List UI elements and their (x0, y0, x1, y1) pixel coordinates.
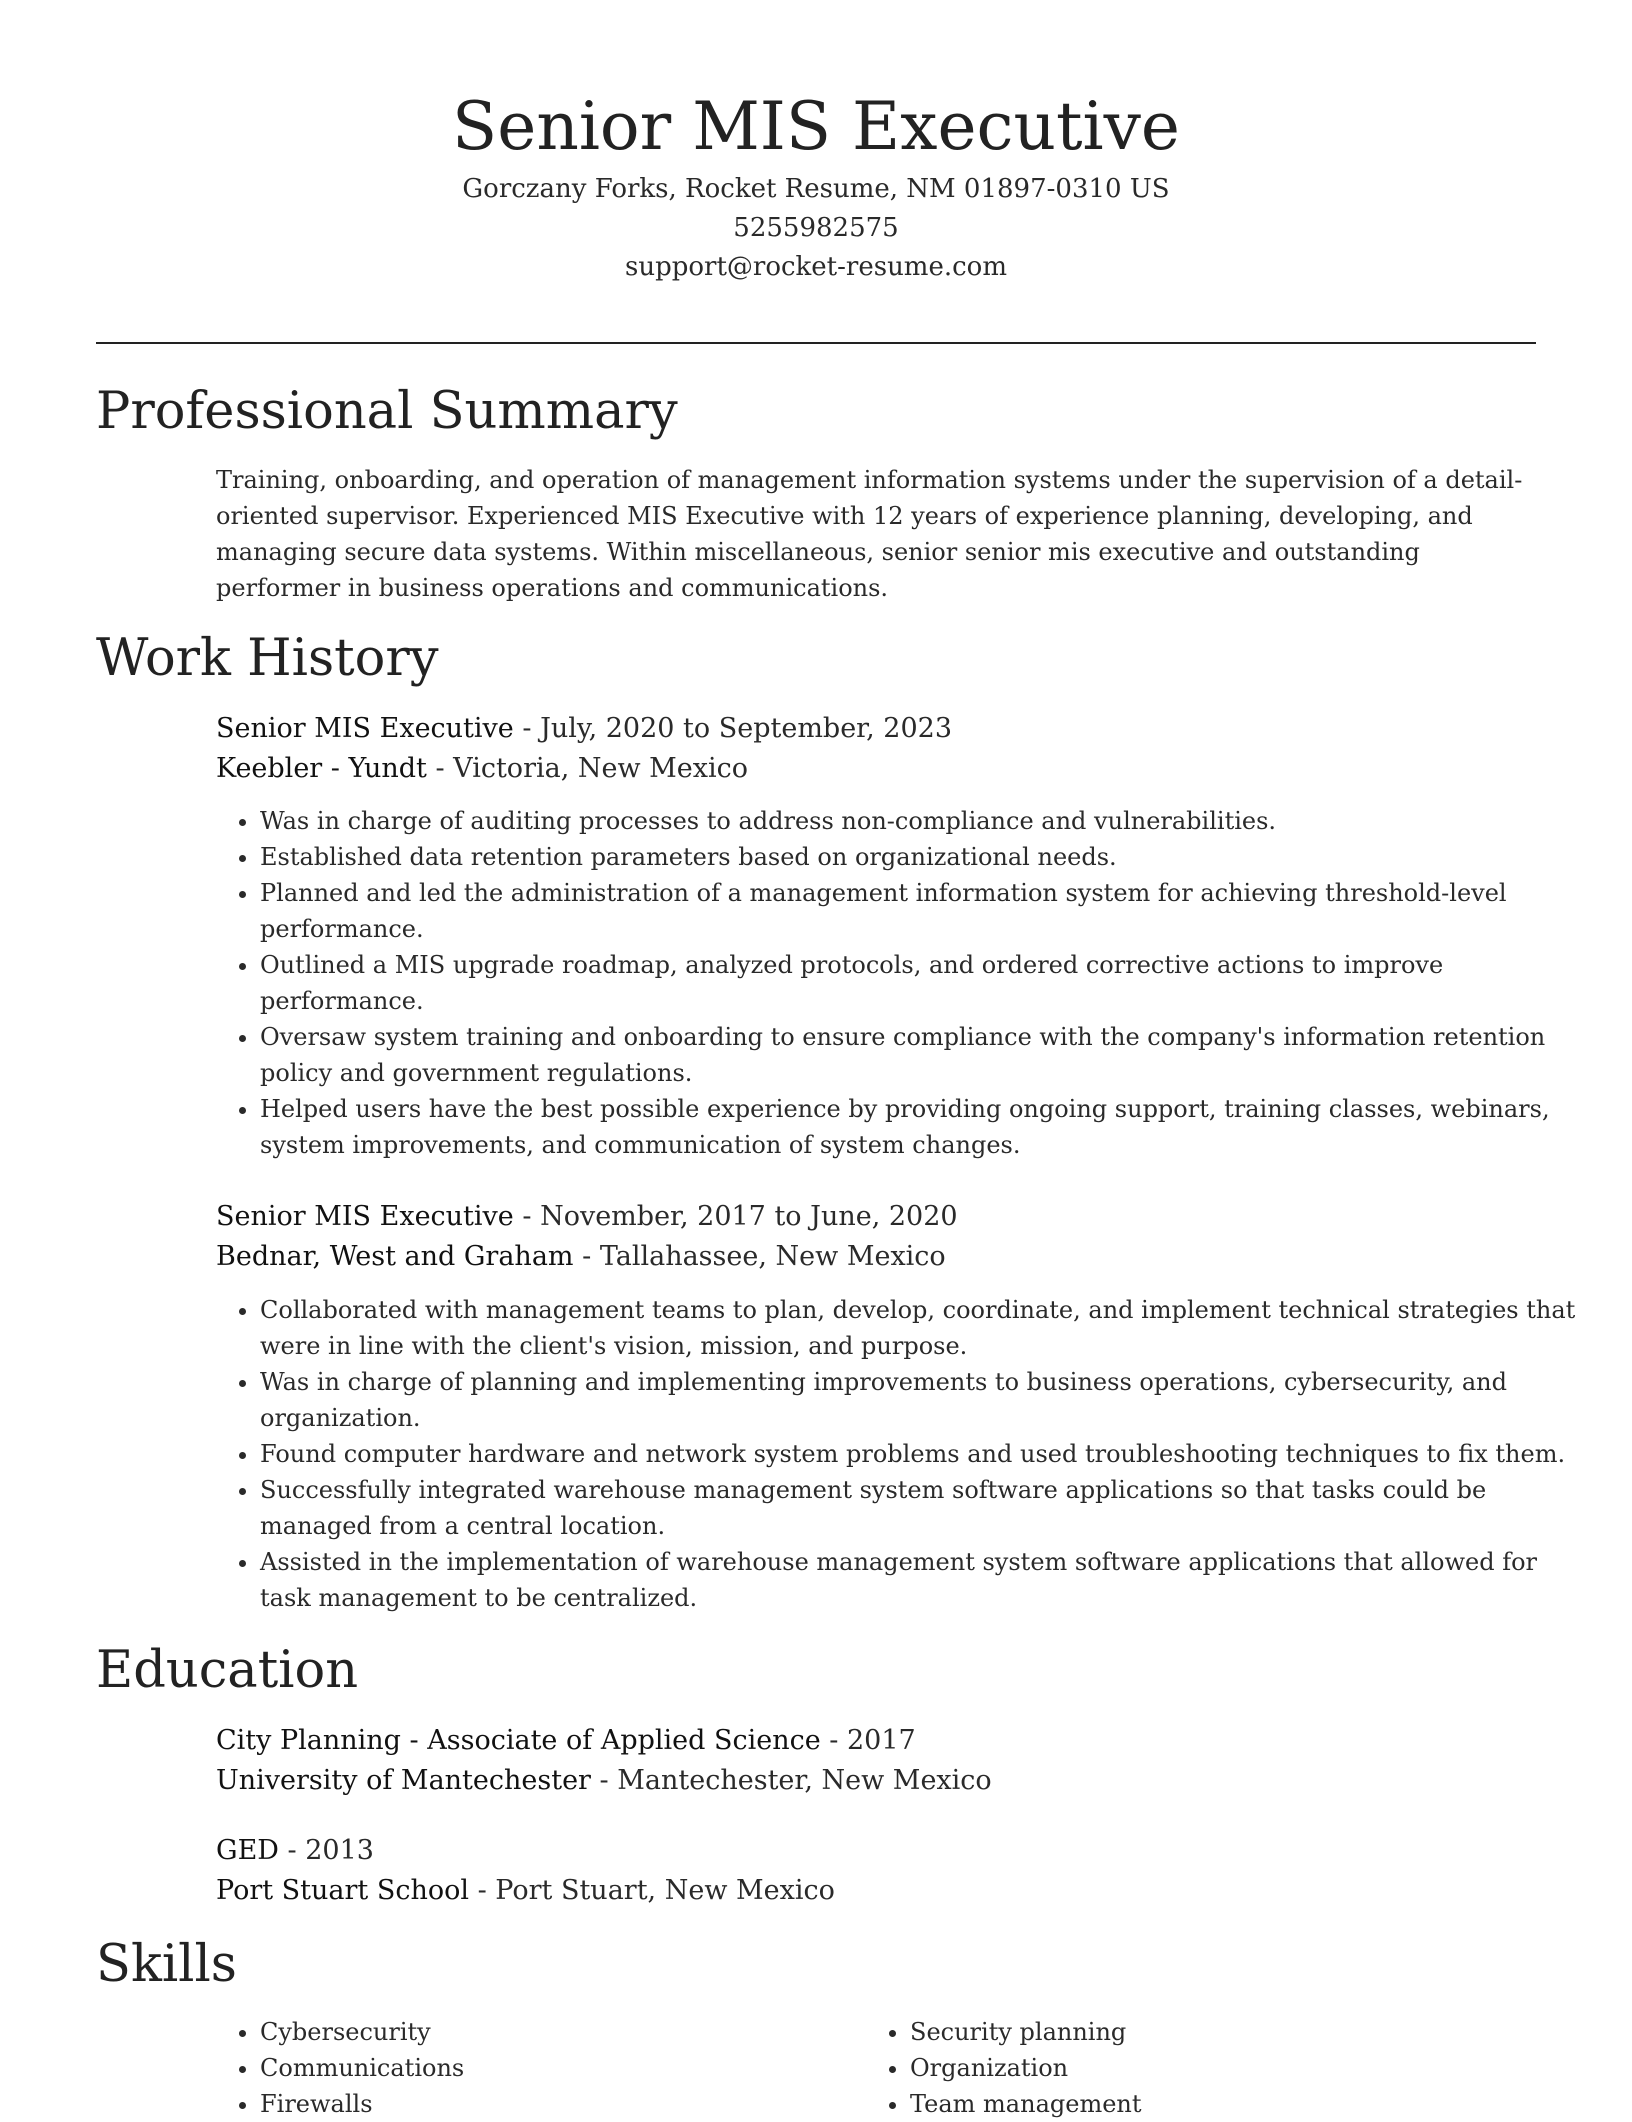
job-2-role: Senior MIS Executive (216, 1201, 514, 1232)
job-1-company: Keebler - Yundt (216, 753, 427, 784)
summary-text: Training, onboarding, and operation of management information systems under the supervision of a detail-oriented supervisor. Experienced MIS Executive with 12 years of experience planning, developing, and managing secure data systems. Within miscellaneous, senior senior mis executive and outstanding performer in business operations and communications. (216, 466, 1523, 602)
job-2-location: - Tallahassee, New Mexico (573, 1241, 946, 1272)
list-item: • Outlined a MIS upgrade roadmap, analyzed protocols, and ordered corrective actions to improve performance. (260, 947, 1580, 1019)
job-1-title-line (216, 709, 1536, 749)
job-1-dates: - July, 2020 to September, 2023 (513, 713, 953, 744)
contact-address: Gorczany Forks, Rocket Resume, NM 01897-0310 US (462, 174, 1170, 204)
job-2-title-line (216, 1197, 1536, 1237)
job-1-bullets (216, 803, 1580, 1163)
education-2 (216, 1831, 1536, 1911)
education-1-year: - 2017 (820, 1725, 916, 1756)
summary-heading: Professional Summary (96, 382, 678, 441)
contact-email: support@rocket-resume.com (624, 252, 1007, 282)
candidate-name: Senior MIS Executive (452, 88, 1180, 165)
education-1-degree: City Planning - Associate of Applied Science (216, 1725, 821, 1756)
list-item: • Helped users have the best possible experience by providing ongoing support, training classes, webinars, system improvements, and communication of system changes. (260, 1091, 1580, 1163)
job-2-company-line (216, 1237, 1536, 1277)
skill-item: • Organization (910, 2050, 1470, 2086)
education-1-degree-line (216, 1721, 1536, 1761)
skill-item: • Team management (910, 2086, 1470, 2122)
list-item: • Found computer hardware and network system problems and used troubleshooting techniques to fix them. (260, 1436, 1580, 1472)
education-1 (216, 1721, 1536, 1801)
job-1-role: Senior MIS Executive (216, 713, 514, 744)
header-divider (96, 342, 1536, 344)
resume-header (0, 84, 1632, 287)
education-1-school-line (216, 1761, 1536, 1801)
education-2-school-line (216, 1871, 1536, 1911)
job-2-company: Bednar, West and Graham (216, 1241, 574, 1272)
list-item: • Assisted in the implementation of warehouse management system software applications that allowed for task management to be centralized. (260, 1544, 1580, 1616)
list-item: • Was in charge of planning and implementing improvements to business operations, cybersecurity, and organization. (260, 1364, 1580, 1436)
job-1-company-line (216, 749, 1536, 789)
job-2-dates: - November, 2017 to June, 2020 (513, 1201, 958, 1232)
skills-heading: Skills (96, 1935, 237, 1994)
education-1-school: University of Mantechester (216, 1765, 591, 1796)
education-2-degree: GED (216, 1835, 279, 1866)
education-2-school: Port Stuart School (216, 1875, 469, 1906)
list-item: • Was in charge of auditing processes to address non-compliance and vulnerabilities. (260, 803, 1580, 839)
work-history-heading: Work History (96, 629, 439, 688)
education-heading: Education (96, 1641, 359, 1700)
education-1-location: - Mantechester, New Mexico (590, 1765, 992, 1796)
list-item: • Planned and led the administration of a management information system for achieving threshold-level performance. (260, 875, 1580, 947)
job-2-header (216, 1197, 1536, 1277)
list-item: • Collaborated with management teams to plan, develop, coordinate, and implement technical strategies that were in line with the client's vision, mission, and purpose. (260, 1292, 1580, 1364)
skills-list-right (866, 2014, 1470, 2122)
list-item: • Established data retention parameters based on organizational needs. (260, 839, 1580, 875)
list-item: • Successfully integrated warehouse management system software applications so that tasks could be managed from a central location. (260, 1472, 1580, 1544)
skill-item: • Firewalls (260, 2086, 820, 2122)
job-1-header (216, 709, 1536, 789)
skill-item: • Communications (260, 2050, 820, 2086)
education-2-location: - Port Stuart, New Mexico (469, 1875, 835, 1906)
skills-list-left (216, 2014, 820, 2122)
job-1-location: - Victoria, New Mexico (426, 753, 749, 784)
education-2-year: - 2013 (278, 1835, 374, 1866)
skill-item: • Security planning (910, 2014, 1470, 2050)
skill-item: • Cybersecurity (260, 2014, 820, 2050)
job-2-bullets (216, 1292, 1580, 1616)
contact-phone: 5255982575 (733, 213, 899, 243)
education-2-degree-line (216, 1831, 1536, 1871)
list-item: • Oversaw system training and onboarding to ensure compliance with the company's information retention policy and government regulations. (260, 1019, 1580, 1091)
